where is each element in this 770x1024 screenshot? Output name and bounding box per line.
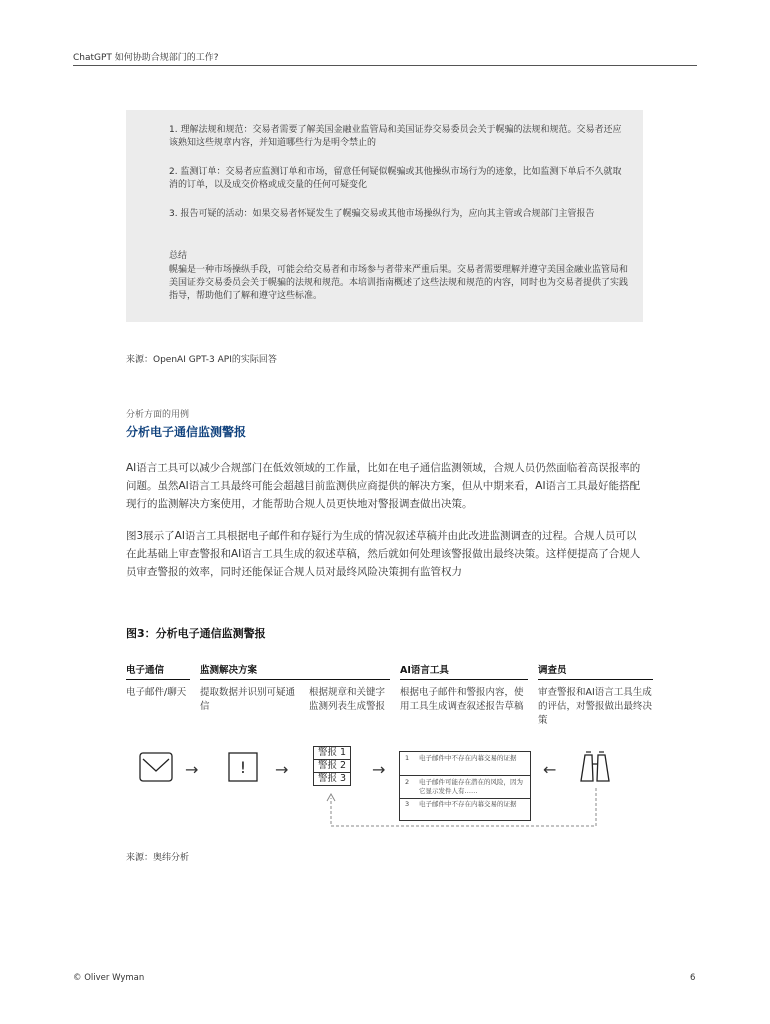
header-rule bbox=[73, 65, 697, 66]
col-rule bbox=[538, 679, 653, 680]
source-note-2: 来源：奥纬分析 bbox=[126, 853, 190, 863]
col-heading-surveillance: 监测解决方案 bbox=[200, 665, 258, 676]
alert-item-2: 警报 2 bbox=[313, 759, 351, 773]
alert-item-3: 警报 3 bbox=[313, 772, 351, 786]
figure-title: 图3：分析电子通信监测警报 bbox=[126, 627, 266, 640]
ai-note-text: 电子邮件中不存在内幕交易的证据 bbox=[419, 754, 517, 762]
quote-item-3: 3. 报告可疑的活动：如果交易者怀疑发生了幌骗交易或其他市场操纵行为，应向其主管或合规部门主管报告 bbox=[169, 209, 595, 219]
col-heading-communication: 电子通信 bbox=[126, 665, 165, 676]
section-title: 分析电子通信监测警报 bbox=[126, 425, 247, 439]
note-separator bbox=[399, 775, 530, 776]
paragraph-1: AI语言工具可以减少合规部门在低效领域的工作量，比如在电子通信监测领域，合规人员仍然面临着高误报率的问题。虽然AI语言工具最终可能会超越目前监测供应商提供的解决方案，但从中期来看，AI语言工具最好能搭配现行的监测解决方案使用，才能帮助合规人员更快地对警报调查做出决策。 bbox=[126, 462, 641, 510]
quote-item-1: 1. 理解法规和规范：交易者需要了解美国金融业监管局和美国证券交易委员会关于幌骗的法规和规范。交易者还应该熟知这些规章内容，并知道哪些行为是明令禁止的 bbox=[169, 125, 622, 148]
col-heading-ai-tool: AI语言工具 bbox=[400, 665, 449, 676]
col-rule bbox=[400, 679, 528, 680]
col-text-surveillance-b: 根据规章和关键字监测列表生成警报 bbox=[309, 687, 386, 712]
alert-icon bbox=[228, 752, 258, 782]
col-heading-investigator: 调查员 bbox=[538, 665, 567, 676]
feedback-loop-line bbox=[325, 786, 605, 832]
flow-arrow-4: ← bbox=[543, 760, 557, 779]
ai-note-text: 电子邮件中不存在内幕交易的证据 bbox=[419, 800, 517, 808]
quote-item-2: 2. 监测订单：交易者应监测订单和市场，留意任何疑似幌骗或其他操纵市场行为的迹象，比如监测下单后不久就取消的订单，以及成交价格或成交量的任何可疑变化 bbox=[169, 167, 622, 190]
ai-note-number: 3 bbox=[405, 800, 410, 808]
col-text-communication: 电子邮件/聊天 bbox=[126, 687, 187, 698]
footer-copyright: © Oliver Wyman bbox=[73, 973, 145, 983]
col-text-surveillance-a: 提取数据并识别可疑通信 bbox=[200, 687, 296, 712]
alert-icon-mark: ! bbox=[239, 758, 247, 777]
flow-arrow-1: → bbox=[185, 760, 199, 779]
ai-note-text: 电子邮件可能存在潜在的风险，因为它显示发件人有…… bbox=[419, 778, 523, 795]
quote-box bbox=[126, 110, 643, 322]
quote-summary-text: 幌骗是一种市场操纵手段，可能会给交易者和市场参与者带来严重后果。交易者需要理解并遵守美国金融业监管局和美国证券交易委员会关于幌骗的法规和规范。本培训指南概述了这些法规和规范的内容，同时也为交易者提供了实践指导，帮助他们了解和遵守这些标准。 bbox=[169, 265, 629, 301]
source-note-1: 来源：OpenAI GPT-3 API的实际回答 bbox=[126, 355, 277, 365]
running-header: ChatGPT 如何协助合规部门的工作? bbox=[73, 53, 219, 63]
email-icon bbox=[139, 752, 173, 782]
binoculars-icon bbox=[578, 750, 612, 784]
alert-item-1: 警报 1 bbox=[313, 746, 351, 760]
col-rule bbox=[126, 679, 190, 680]
paragraph-2: 图3展示了AI语言工具根据电子邮件和存疑行为生成的情况叙述草稿并由此改进监测调查的过程。合规人员可以在此基础上审查警报和AI语言工具生成的叙述草稿，然后就如何处理该警报做出最终决策。这样便提高了合规人员审查警报的效率，同时还能保证合规人员对最终风险决策拥有监管权力 bbox=[126, 530, 641, 578]
section-label: 分析方面的用例 bbox=[126, 410, 190, 420]
flow-arrow-3: → bbox=[372, 760, 386, 779]
col-text-ai-tool: 根据电子邮件和警报内容，使用工具生成调查叙述报告草稿 bbox=[400, 687, 524, 712]
page-number: 6 bbox=[690, 973, 696, 983]
ai-note-number: 2 bbox=[405, 778, 410, 786]
flow-arrow-2: → bbox=[275, 760, 289, 779]
quote-summary-heading: 总结 bbox=[169, 251, 188, 261]
col-rule bbox=[200, 679, 390, 680]
col-text-investigator: 审查警报和AI语言工具生成的评估，对警报做出最终决策 bbox=[538, 687, 653, 726]
ai-note-number: 1 bbox=[405, 754, 410, 762]
